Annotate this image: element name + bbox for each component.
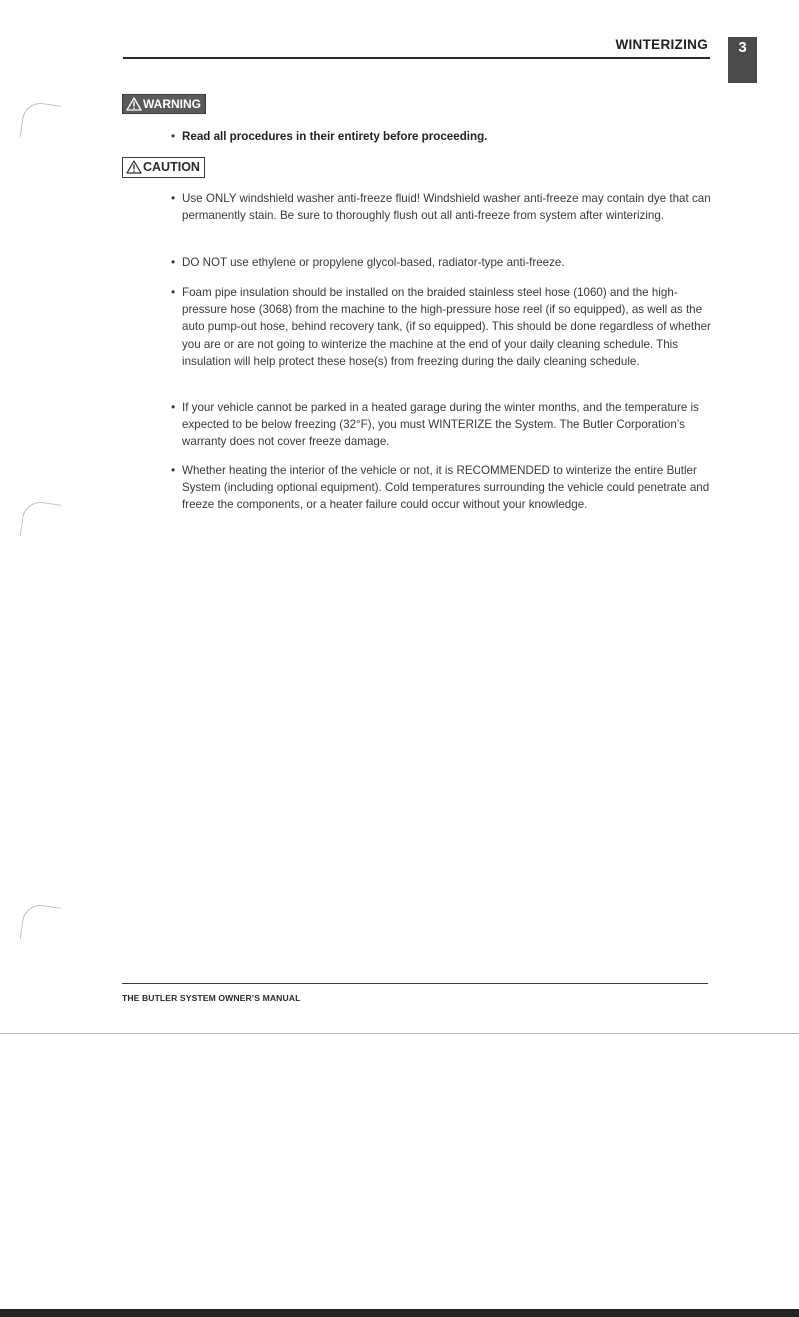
binder-hole-mark (20, 500, 62, 542)
warning-label (122, 94, 206, 114)
warning-triangle-icon (126, 97, 142, 116)
chapter-number: 3 (738, 39, 747, 56)
warning-label-text: WARNING (143, 97, 201, 111)
caution-item: • Use ONLY windshield washer anti-freeze fluid! Windshield washer anti-freeze may contain dye that can permanently stain. Be sure to thoroughly flush out all anti-freeze from system after winterizing. (171, 191, 711, 223)
caution-label (122, 157, 205, 178)
warning-item: • Read all procedures in their entirety before proceeding. (171, 128, 711, 145)
bullet-dot: • (171, 463, 176, 477)
caution-label-text: CAUTION (143, 160, 200, 174)
binder-hole-mark (20, 101, 62, 143)
bullet-dot: • (171, 191, 176, 205)
caution-item: • If your vehicle cannot be parked in a heated garage during the winter months, and the temperature is expected to be below freezing (32°F), you must WINTERIZE the System. The Butler Corporation’s warranty does not cover freeze damage. (171, 400, 699, 449)
caution-item: • Whether heating the interior of the vehicle or not, it is RECOMMENDED to winterize the entire Butler System (including optional equipment). Cold temperatures surrounding the vehicle could penetrate and freeze the components, or a heater failure could occur without your knowledge. (171, 463, 710, 512)
bullet-dot: • (171, 285, 176, 299)
footer-manual-title: THE BUTLER SYSTEM OWNER’S MANUAL (122, 993, 301, 1003)
header-divider (123, 57, 710, 59)
bullet-dot: • (171, 129, 176, 143)
section-title: WINTERIZING (615, 37, 708, 52)
caution-item: • Foam pipe insulation should be installed on the braided stainless steel hose (1060) and the high-pressure hose (3068) from the machine to the high-pressure hose reel (if so equipped), as well as the auto pump-out hose, behind recovery tank, (if so equipped). This should be done regardless of whether you are or are not going to winterize the machine at the end of your daily cleaning schedule. This insulation will help protect these hose(s) from freezing during the daily cleaning schedule. (171, 285, 711, 368)
chapter-tab (728, 37, 757, 83)
caution-item: • DO NOT use ethylene or propylene glycol-based, radiator-type anti-freeze. (171, 254, 711, 271)
bullet-dot: • (171, 255, 176, 269)
scanner-edge-band (0, 1309, 799, 1317)
caution-triangle-icon (126, 160, 142, 180)
bullet-dot: • (171, 400, 176, 414)
footer-divider (122, 983, 708, 984)
binder-hole-mark (20, 903, 62, 945)
page-edge-line (0, 1033, 799, 1034)
